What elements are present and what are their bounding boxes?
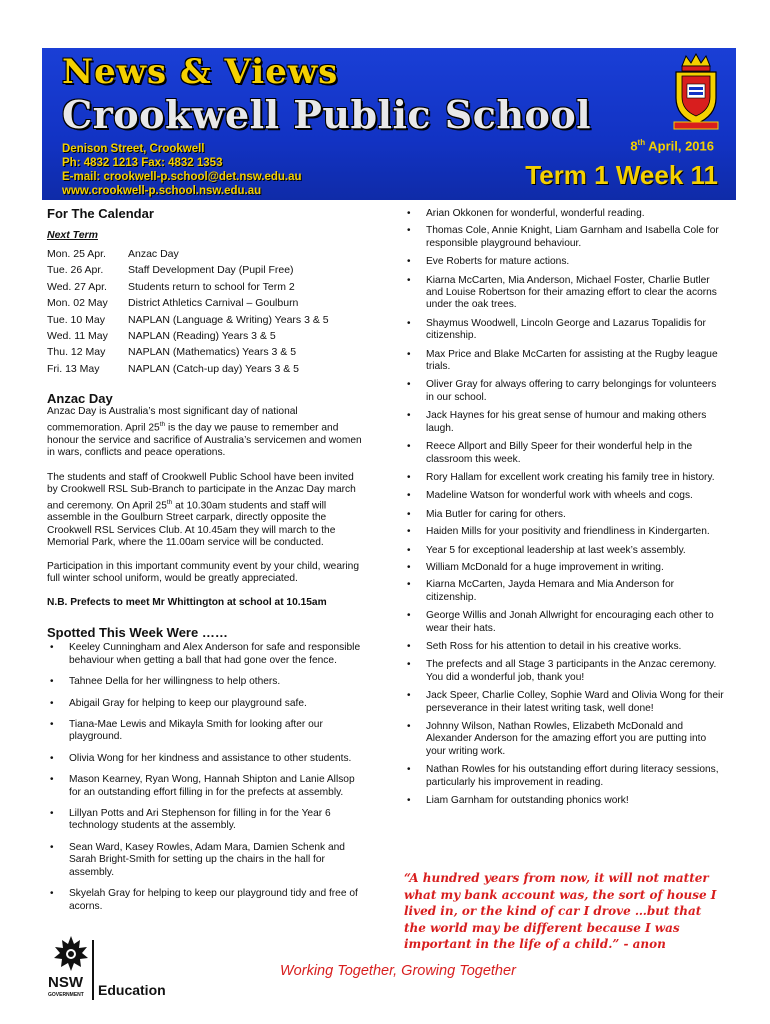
list-item: • Haiden Mills for your positivity and friendliness in Kindergarten. [404,526,724,538]
logo-government-text: GOVERNMENT [48,992,84,998]
calendar-row: Tue. 26 Apr. Staff Development Day (Pupil Free) [47,264,294,277]
list-item: • The prefects and all Stage 3 participants in the Anzac ceremony. You did a wonderful job, thank you! [404,659,724,684]
calendar-row: Mon. 02 May District Athletics Carnival – Goulburn [47,297,299,310]
calendar-list [47,246,363,377]
anzac-paragraph-1: Anzac Day is Australia’s most significant day of national commemoration. April 25th is the day we pause to remember and honour the service and sacrifice of Australia’s servicemen and women in wars, conflicts and peace operations. [47,406,362,459]
list-item: • Kiarna McCarten, Jayda Hemara and Mia Anderson for citizenship. [404,579,724,604]
list-item: • Lillyan Potts and Ari Stephenson for filling in for the Year 6 technology students at the assembly. [47,808,363,833]
anzac-heading: Anzac Day [47,391,113,407]
masthead-banner [42,48,736,200]
school-name: Crookwell Public School [62,92,592,137]
list-item: • Jack Speer, Charlie Colley, Sophie Ward and Olivia Wong for their perseverance in their latest writing task, well done! [404,690,724,715]
newsletter-title: News & Views [62,52,339,92]
list-item: • Tiana-Mae Lewis and Mikayla Smith for looking after our playground. [47,719,363,744]
school-motto: Working Together, Growing Together [280,963,516,979]
list-item: • Abigail Gray for helping to keep our playground safe. [47,698,363,710]
anzac-paragraph-3: Participation in this important community event by your child, wearing full winter school uniform, would be greatly appreciated. [47,560,359,585]
school-crest-icon [668,52,724,132]
list-item: • Kiarna McCarten, Mia Anderson, Michael Foster, Charlie Butler and Louise Robertson for their amazing effort to clear the acorns under the oak trees. [404,275,724,312]
term-week: Term 1 Week 11 [525,160,718,190]
list-item: • Liam Garnham for outstanding phonics work! [404,795,724,807]
spotted-list-left [47,642,363,913]
school-email: E-mail: crookwell-p.school@det.nsw.edu.au [62,171,302,183]
school-phone-fax: Ph: 4832 1213 Fax: 4832 1353 [62,157,223,169]
list-item: • Oliver Gray for always offering to carry belongings for volunteers in our school. [404,379,724,404]
calendar-row: Wed. 11 May NAPLAN (Reading) Years 3 & 5 [47,329,276,342]
list-item: • Madeline Watson for wonderful work with wheels and cogs. [404,490,724,502]
contact-details [62,142,302,198]
list-item: • Mason Kearney, Ryan Wong, Hannah Shipton and Lanie Allsop for an outstanding effort filling in for the prefects at assembly. [47,774,363,799]
calendar-row: Tue. 10 May NAPLAN (Language & Writing) Years 3 & 5 [47,313,329,326]
list-item: • William McDonald for a huge improvement in writing. [404,562,724,574]
prefects-note: N.B. Prefects to meet Mr Whittington at school at 10.15am [47,596,327,608]
right-column [404,208,724,807]
list-item: • Tahnee Della for her willingness to help others. [47,676,363,688]
anzac-paragraph-2: The students and staff of Crookwell Public School have been invited by Crookwell RSL Sub-Branch to participate in the Anzac Day march and ceremony. On April 25th at 10.30am students and staff will assemble in the Goulburn Street carpark, directly opposite the Crookwell RSL Services Club. At 10.45am they will march to the Memorial Park, where the 11.00am service will be conducted. [47,471,356,549]
list-item: • Nathan Rowles for his outstanding effort during literacy sessions, particularly his improvement in reading. [404,764,724,789]
logo-nsw-text: NSW [48,974,83,991]
list-item: • Olivia Wong for her kindness and assistance to other students. [47,753,363,765]
calendar-row: Fri. 13 May NAPLAN (Catch-up day) Years 3 & 5 [47,362,300,375]
calendar-subheading: Next Term [47,229,98,241]
school-address: Denison Street, Crookwell [62,143,205,155]
list-item: • Rory Hallam for excellent work creating his family tree in history. [404,472,724,484]
list-item: • Skyelah Gray for helping to keep our playground tidy and free of acorns. [47,888,363,913]
waratah-icon [50,934,92,974]
left-column [47,206,363,913]
inspirational-quote: “A hundred years from now, it will not matter what my bank account was, the sort of house I lived in, or the kind of car I drove …but that the world may be different because I was important in the life of a child.” - anon [404,871,717,951]
calendar-row: Mon. 25 Apr. Anzac Day [47,248,179,260]
list-item: • Year 5 for exceptional leadership at last week’s assembly. [404,545,724,557]
calendar-heading: For The Calendar [47,206,154,221]
list-item: • Johnny Wilson, Nathan Rowles, Elizabeth McDonald and Alexander Anderson for the amazing effort you are putting into your writing work. [404,721,724,758]
list-item: • Keeley Cunningham and Alex Anderson for safe and responsible behaviour when getting a ball that had gone over the fence. [47,642,363,667]
issue-date: 8th April, 2016 [630,138,714,154]
calendar-row: Wed. 27 Apr. Students return to school for Term 2 [47,280,295,293]
spotted-heading: Spotted This Week Were …… [47,625,228,641]
nsw-education-logo [44,934,174,1004]
list-item: • Arian Okkonen for wonderful, wonderful reading. [404,208,724,220]
list-item: • Seth Ross for his attention to detail in his creative works. [404,641,724,653]
list-item: • Max Price and Blake McCarten for assisting at the Rugby league trials. [404,349,724,374]
list-item: • Thomas Cole, Annie Knight, Liam Garnham and Isabella Cole for responsible playground behaviour. [404,225,724,250]
list-item: • Mia Butler for caring for others. [404,509,724,521]
calendar-row: Thu. 12 May NAPLAN (Mathematics) Years 3 & 5 [47,346,297,359]
spotted-list-right [404,208,724,807]
list-item: • Eve Roberts for mature actions. [404,256,724,268]
list-item: • George Willis and Jonah Allwright for encouraging each other to wear their hats. [404,610,724,635]
logo-divider [92,940,94,1000]
list-item: • Sean Ward, Kasey Rowles, Adam Mara, Damien Schenk and Sarah Bright-Smith for setting up the chairs in the hall for assembly. [47,842,363,879]
list-item: • Reece Allport and Billy Speer for their wonderful help in the classroom this week. [404,441,724,466]
school-website: www.crookwell-p.school.nsw.edu.au [62,185,262,197]
list-item: • Jack Haynes for his great sense of humour and making others laugh. [404,410,724,435]
list-item: • Shaymus Woodwell, Lincoln George and Lazarus Topalidis for citizenship. [404,318,724,343]
logo-education-text: Education [98,982,166,998]
